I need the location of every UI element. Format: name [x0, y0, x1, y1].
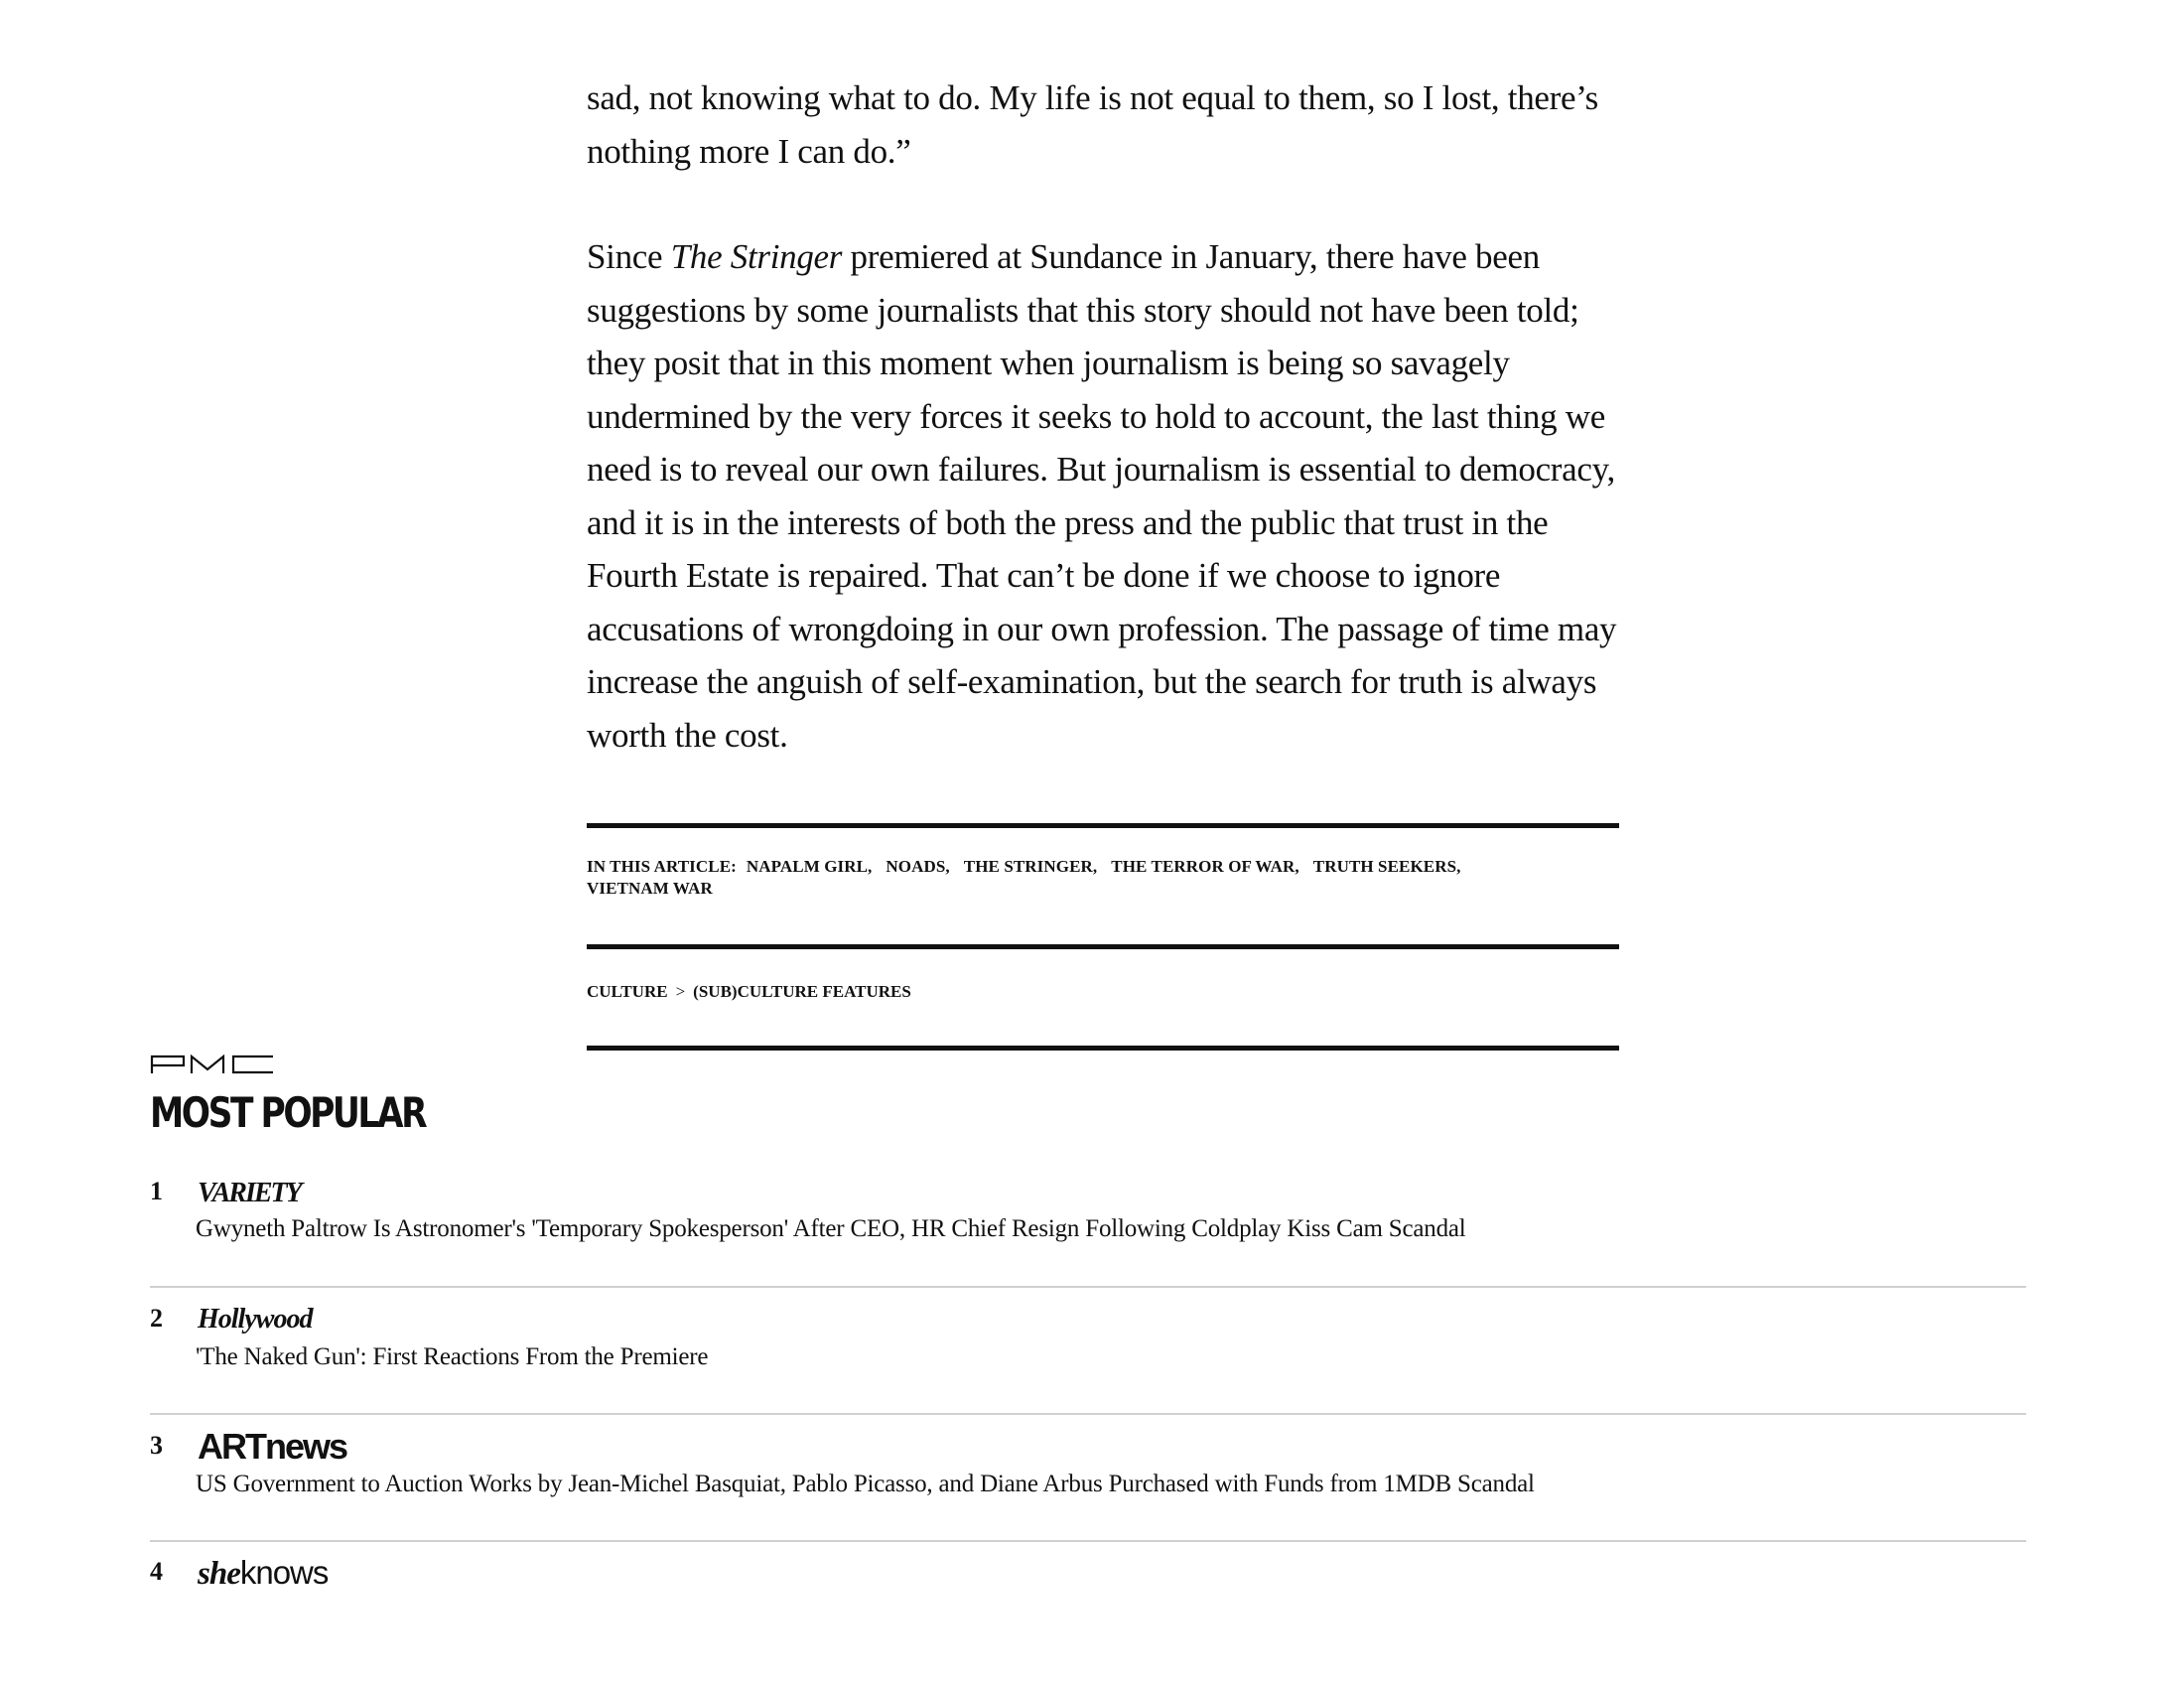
pmc-logo	[150, 1055, 277, 1079]
popular-rank: 3	[150, 1431, 163, 1460]
divider-rule	[587, 823, 1619, 828]
sheknows-logo	[198, 1554, 328, 1593]
divider-rule	[587, 1046, 1619, 1051]
article-body	[587, 71, 1619, 762]
list-divider	[150, 1540, 2026, 1542]
breadcrumb-section[interactable]: CULTURE	[587, 982, 668, 1001]
breadcrumb	[587, 982, 911, 1002]
article-tags	[587, 856, 1619, 900]
tag-link[interactable]: VIETNAM WAR	[587, 879, 713, 898]
article-paragraph	[587, 230, 1619, 762]
film-title: The Stringer	[670, 237, 843, 276]
popular-rank: 1	[150, 1177, 163, 1205]
pmc-logo-mark	[150, 1055, 277, 1074]
sheknows-logo-knows: knows	[239, 1554, 329, 1591]
tag-link[interactable]: THE TERROR OF WAR,	[1111, 857, 1299, 876]
popular-rank: 2	[150, 1304, 163, 1333]
tags-label: IN THIS ARTICLE:	[587, 857, 737, 876]
tag-link[interactable]: TRUTH SEEKERS,	[1312, 857, 1461, 876]
breadcrumb-separator: >	[675, 982, 686, 1001]
sheknows-logo-she: she	[198, 1556, 240, 1592]
divider-rule	[587, 944, 1619, 949]
list-divider	[150, 1286, 2026, 1288]
most-popular-title: MOST POPULAR	[150, 1088, 426, 1137]
artnews-logo: ARTnews	[198, 1426, 347, 1467]
tag-link[interactable]: NOADS,	[886, 857, 950, 876]
article-paragraph: sad, not knowing what to do. My life is not equal to them, so I lost, there’s nothing more I can do.”	[587, 78, 1599, 171]
variety-logo: VARIETY	[198, 1178, 301, 1208]
hollywood-reporter-logo: Hollywood	[198, 1304, 313, 1335]
popular-rank: 4	[150, 1557, 163, 1586]
popular-headline[interactable]: 'The Naked Gun': First Reactions From the Premiere	[196, 1343, 709, 1370]
tag-link[interactable]: THE STRINGER,	[963, 857, 1098, 876]
popular-headline[interactable]: Gwyneth Paltrow Is Astronomer's 'Temporary Spokesperson' After CEO, HR Chief Resign Following Coldplay Kiss Cam Scandal	[196, 1215, 1466, 1242]
paragraph-text: Since	[587, 237, 671, 276]
breadcrumb-subsection[interactable]: (SUB)CULTURE FEATURES	[693, 982, 911, 1001]
paragraph-text: premiered at Sundance in January, there have been suggestions by some journalists that this story should not have been told; they posit that in this moment when journalism is being so savagely undermined by the very forces it seeks to hold to account, the last thing we need is to reveal our own failures. But journalism is essential to democracy, and it is in the interests of both the press and the public that trust in the Fourth Estate is repaired. That can’t be done if we choose to ignore accusations of wrongdoing in our own profession. The passage of time may increase the anguish of self-examination, but the search for truth is always worth the cost.	[587, 237, 1617, 755]
list-divider	[150, 1413, 2026, 1415]
tag-link[interactable]: NAPALM GIRL,	[746, 857, 873, 876]
popular-headline[interactable]: US Government to Auction Works by Jean-Michel Basquiat, Pablo Picasso, and Diane Arbus Purchased with Funds from 1MDB Scandal	[196, 1471, 1535, 1497]
